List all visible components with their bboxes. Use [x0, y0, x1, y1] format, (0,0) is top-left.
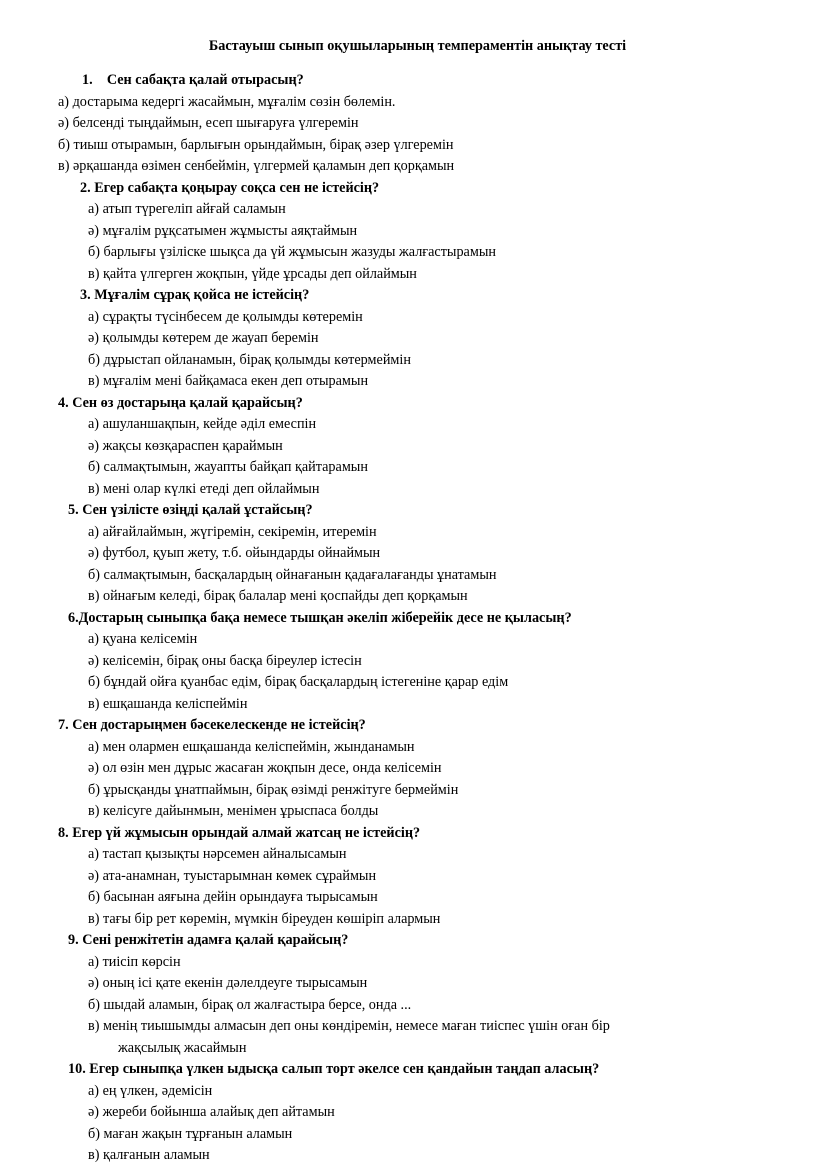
question-heading-9: 9. Сені ренжітетін адамға қалай қарайсың?: [68, 932, 349, 948]
question-1-option-b: б) тиыш отырамын, барлығын орындаймын, бірақ әзер үлгеремін: [58, 136, 454, 153]
question-block-4: [58, 393, 767, 501]
question-2-option-v: в) қайта үлгерген жоқпын, үйде ұрсады деп ойлаймын: [88, 265, 417, 282]
question-4-option-a: а) ашуланшақпын, кейде әділ емеспін: [88, 416, 317, 432]
question-3-option-v: в) мұғалім мені байқамаса екен деп отырамын: [88, 373, 369, 389]
question-4-option-ae: ә) жақсы көзқараспен қараймын: [88, 437, 283, 454]
question-10-option-v: в) қалғанын аламын: [88, 1147, 210, 1163]
question-heading-4: 4. Сен өз достарыңа қалай қарайсың?: [58, 394, 303, 411]
question-1-option-ae: ә) белсенді тыңдаймын, есеп шығаруға үлгеремін: [58, 115, 359, 131]
continuation-text: жақсылық жасаймын: [118, 1039, 247, 1056]
question-5-option-a: а) айғайлаймын, жүгіремін, секіремін, итеремін: [88, 523, 377, 540]
question-block-6: [58, 608, 767, 716]
question-7-option-ae: ә) ол өзін мен дұрыс жасаған жоқпын десе, онда келісемін: [88, 760, 442, 776]
question-8-option-b: б) басынан аяғына дейін орындауға тырысамын: [88, 889, 378, 905]
question-6-option-v: в) ешқашанда келіспеймін: [88, 695, 248, 712]
question-heading-1: 1. Сен сабақта қалай отырасың?: [82, 72, 304, 88]
question-heading-5: 5. Сен үзілісте өзіңді қалай ұстайсың?: [68, 502, 313, 518]
question-heading-7: 7. Сен достарыңмен бәсекелескенде не істейсің?: [58, 717, 366, 733]
question-8-option-ae: ә) ата-анамнан, туыстарымнан көмек сұраймын: [88, 867, 377, 884]
question-block-5: [58, 500, 767, 608]
question-block-9: [58, 930, 767, 1059]
question-9-option-v-continuation: [58, 1038, 767, 1060]
question-block-7: [58, 715, 767, 823]
question-2-option-ae: ә) мұғалім рұқсатымен жұмысты аяқтаймын: [88, 222, 358, 239]
question-7-option-a: а) мен олармен ешқашанда келіспеймін, жынданамын: [88, 738, 415, 755]
question-5-option-b: б) салмақтымын, басқалардың ойнағанын қадағалағанды ұнатамын: [88, 566, 497, 583]
question-9-option-b: б) шыдай аламын, бірақ ол жалғастыра берсе, онда ...: [88, 996, 412, 1013]
question-block-8: [58, 823, 767, 931]
question-8-option-v: в) тағы бір рет көремін, мүмкін біреуден көшіріп алармын: [88, 910, 441, 927]
question-3-option-b: б) дұрыстап ойланамын, бірақ қолымды көтермеймін: [88, 351, 411, 368]
question-6-option-ae: ә) келісемін, бірақ оны басқа біреулер істесін: [88, 652, 362, 669]
question-4-option-v: в) мені олар күлкі етеді деп ойлаймын: [88, 480, 320, 497]
question-2-option-b: б) барлығы үзіліске шықса да үй жұмысын жазуды жалғастырамын: [88, 244, 496, 260]
question-7-option-v: в) келісуге дайынмын, менімен ұрыспаса болды: [88, 803, 379, 819]
question-6-option-b: б) бұндай ойға қуанбас едім, бірақ басқалардың істегеніне қарар едім: [88, 674, 509, 690]
question-heading-10: 10. Егер сыныпқа үлкен ыдысқа салып торт әкелсе сен қандайын таңдап аласың?: [68, 1061, 600, 1077]
question-heading-6: 6.Достарың сыныпқа бақа немесе тышқан әкеліп жіберейік десе не қыласың?: [68, 609, 572, 626]
page-title: Бастауыш сынып оқушыларының темпераментін анықтау тесті: [208, 38, 627, 54]
question-1-option-v: в) әрқашанда өзімен сенбеймін, үлгермей қаламын деп қорқамын: [58, 158, 455, 174]
question-6-option-a: а) қуана келісемін: [88, 631, 198, 647]
question-7-option-b: б) ұрысқанды ұнатпаймын, бірақ өзімді ренжітуге бермеймін: [88, 781, 459, 798]
question-heading-3: 3. Мұғалім сұрақ қойса не істейсің?: [80, 287, 310, 303]
question-1-option-a: а) достарыма кедергі жасаймын, мұғалім сөзін бөлемін.: [58, 93, 396, 110]
question-9-option-a: а) тиісіп көрсін: [88, 953, 181, 970]
question-heading-8: 8. Егер үй жұмысын орындай алмай жатсаң не істейсің?: [58, 824, 421, 841]
question-5-option-v: в) ойнағым келеді, бірақ балалар мені қоспайды деп қорқамын: [88, 588, 468, 604]
question-10-option-b: б) маған жақын тұрғанын аламын: [88, 1125, 293, 1142]
question-3-option-a: а) сұрақты түсінбесем де қолымды көтеремін: [88, 308, 363, 325]
question-8-option-a: а) тастап қызықты нәрсемен айналысамын: [88, 846, 347, 862]
question-5-option-ae: ә) футбол, қуып жету, т.б. ойындарды ойнаймын: [88, 545, 381, 561]
question-block-2: [58, 178, 767, 286]
question-10-option-a: а) ең үлкен, әдемісін: [88, 1082, 213, 1099]
question-9-option-v: в) менің тиышымды алмасын деп оны көндіремін, немесе маған тиіспес үшін оған бір: [88, 1018, 610, 1034]
question-4-option-b: б) салмақтымын, жауапты байқап қайтарамын: [88, 459, 368, 475]
question-9-option-ae: ә) оның ісі қате екенін дәлелдеуге тырысамын: [88, 975, 368, 991]
question-10-option-ae: ә) жереби бойынша алайық деп айтамын: [88, 1104, 335, 1120]
question-3-option-ae: ә) қолымды көтерем де жауап беремін: [88, 330, 319, 346]
question-block-1: [58, 70, 767, 178]
question-heading-2: 2. Егер сабақта қоңырау соқса сен не істейсің?: [80, 179, 380, 196]
question-block-3: [58, 285, 767, 393]
question-block-10: [58, 1059, 767, 1167]
question-2-option-a: а) атып түрегеліп айғай саламын: [88, 201, 286, 217]
